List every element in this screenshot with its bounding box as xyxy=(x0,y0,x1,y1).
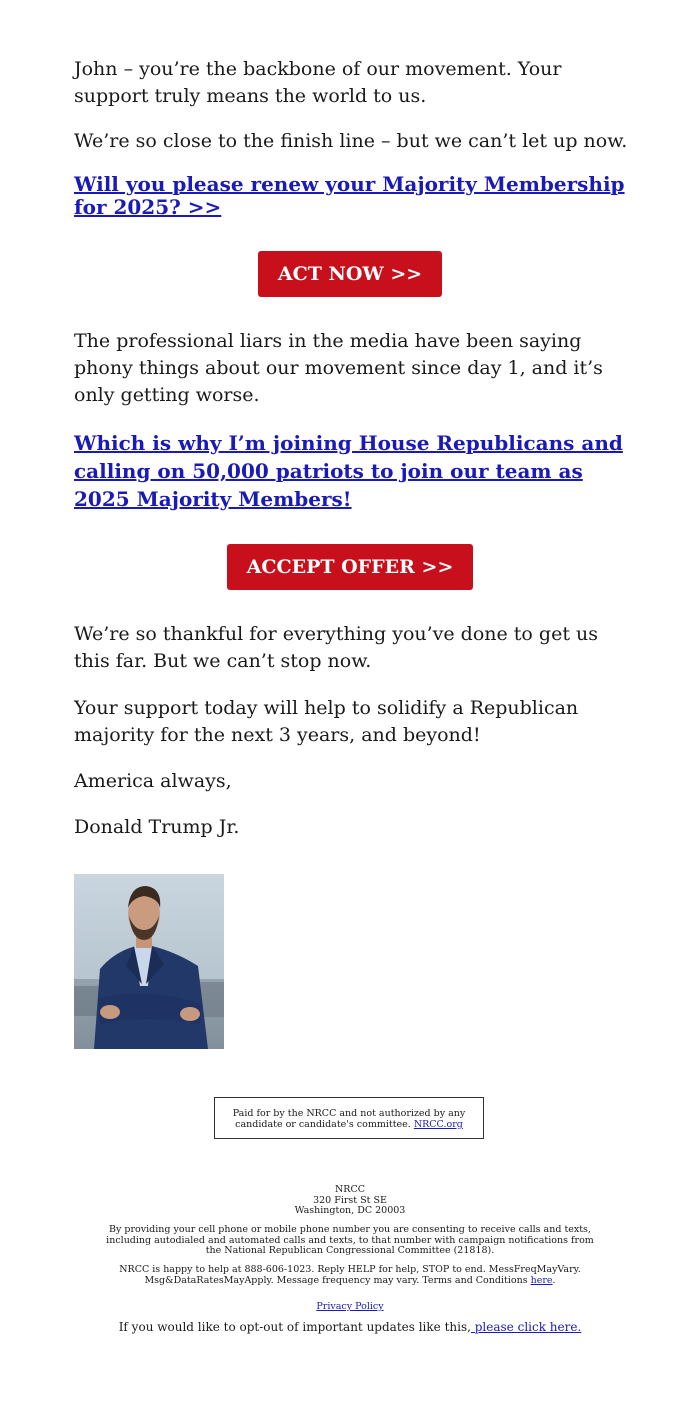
opt-out-text: If you would like to opt-out of important updates like this, xyxy=(118,1320,471,1334)
accept-offer-button[interactable]: ACCEPT OFFER >> xyxy=(227,544,474,590)
act-now-button[interactable]: ACT NOW >> xyxy=(258,251,442,297)
consent-text: By providing your cell phone or mobile phone number you are consenting to receive calls and texts, including autodialed and automated calls and texts, to that number with campaign notifications from the National Republican Congressional Committee (21818). xyxy=(106,1224,594,1256)
renew-membership-link[interactable]: Will you please renew your Majority Membership for 2025? >> xyxy=(74,172,625,219)
address-line-2: Washington, DC 20003 xyxy=(294,1205,406,1216)
disclaimer-text: Paid for by the NRCC and not authorized by any candidate or candidate's committee. xyxy=(232,1108,466,1130)
org-name: NRCC xyxy=(334,1184,365,1195)
paragraph-media: The professional liars in the media have been saying phony things about our movement since day 1, and it’s only getting worse. xyxy=(74,330,603,406)
privacy-policy-link[interactable]: Privacy Policy xyxy=(316,1301,384,1312)
accept-offer-button-wrap xyxy=(74,544,626,590)
paragraph-thankful: We’re so thankful for everything you’ve done to get us this far. But we can’t stop now. xyxy=(74,623,598,672)
act-now-button-wrap xyxy=(74,251,626,297)
opt-out xyxy=(0,1320,700,1334)
sms-info xyxy=(100,1265,600,1286)
signature: Donald Trump Jr. xyxy=(74,816,240,838)
footer-address xyxy=(100,1185,600,1217)
portrait-photo xyxy=(74,874,224,1049)
terms-link[interactable]: here xyxy=(530,1274,553,1286)
paragraph-support: Your support today will help to solidify a Republican majority for the next 3 years, and beyond! xyxy=(74,697,579,746)
nrcc-org-link[interactable]: NRCC.org xyxy=(413,1119,463,1130)
signoff: America always, xyxy=(74,770,232,792)
opt-out-link[interactable]: please click here. xyxy=(470,1320,582,1334)
address-line-1: 320 First St SE xyxy=(313,1194,387,1206)
period: . xyxy=(552,1274,556,1286)
privacy-wrap xyxy=(100,1302,600,1313)
sms-info-text: NRCC is happy to help at 888-606-1023. Reply HELP for help, STOP to end. MessFreqMayVary. Msg&DataRatesMayApply. Message frequency may vary. Terms and Conditions xyxy=(119,1264,581,1286)
join-house-republicans-link[interactable]: Which is why I’m joining House Republicans and calling on 50,000 patriots to join our team as 2025 Majority Members! xyxy=(74,431,623,511)
paragraph-finish-line: We’re so close to the finish line – but we can’t let up now. xyxy=(74,130,628,152)
paragraph-intro: John – you’re the backbone of our movement. Your support truly means the world to us. xyxy=(74,58,562,107)
paid-for-disclaimer xyxy=(214,1097,484,1139)
